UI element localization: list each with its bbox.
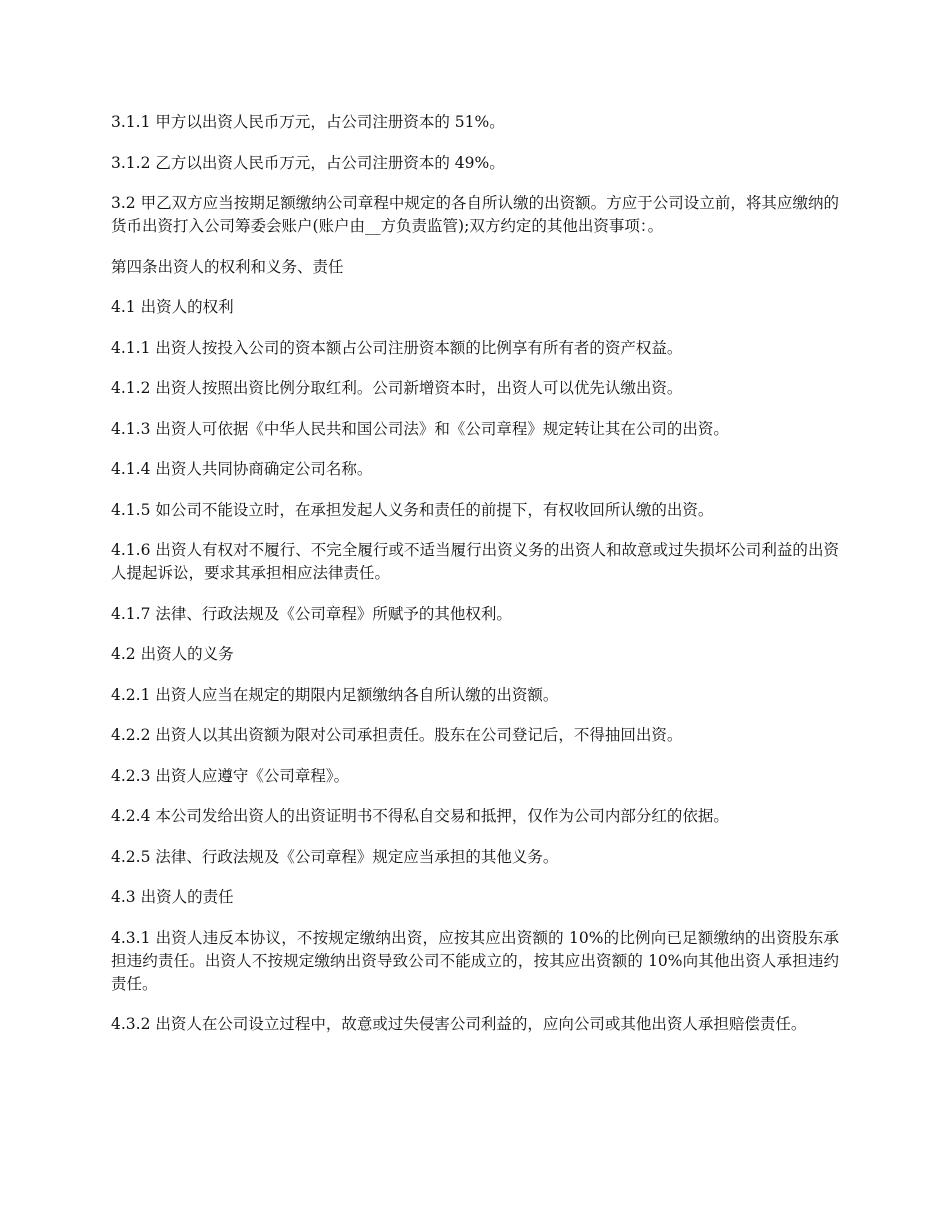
clause-3-1-2: 3.1.2 乙方以出资人民币万元，占公司注册资本的 49%。: [111, 153, 505, 172]
article-4-heading: 第四条出资人的权利和义务、责任: [111, 257, 344, 276]
clause-3-1-1: 3.1.1 甲方以出资人民币万元，占公司注册资本的 51%。: [111, 113, 505, 131]
clause-4-1-4: 4.1.4 出资人共同协商确定公司名称。: [111, 460, 373, 478]
document-body: [111, 111, 839, 1054]
clause-4-2-2: 4.2.2 出资人以其出资额为限对公司承担责任。股东在公司登记后，不得抽回出资。: [111, 726, 683, 744]
section-4-2-heading: 4.2 出资人的义务: [111, 645, 234, 663]
clause-4-1-6: 4.1.6 出资人有权对不履行、不完全履行或不适当履行出资义务的出资人和故意或过失损坏公司利益的出资人提起诉讼，要求其承担相应法律责任。: [111, 541, 839, 582]
clause-4-2-4: 4.2.4 本公司发给出资人的出资证明书不得私自交易和抵押，仅作为公司内部分红的依据。: [111, 807, 729, 825]
clause-4-3-2: 4.3.2 出资人在公司设立过程中，故意或过失侵害公司利益的，应向公司或其他出资人承担赔偿责任。: [111, 1015, 807, 1033]
clause-4-1-1: 4.1.1 出资人按投入公司的资本额占公司注册资本额的比例享有所有者的资产权益。: [111, 338, 683, 357]
clause-4-3-1: 4.3.1 出资人违反本协议，不按规定缴纳出资，应按其应出资额的 10%的比例向已足额缴纳的出资股东承担违约责任。出资人不按规定缴纳出资导致公司不能成立的，按其应出资额的 10%向其他出资人承担违约责任。: [111, 928, 839, 993]
clause-4-1-2: 4.1.2 出资人按照出资比例分取红利。公司新增资本时，出资人可以优先认缴出资。: [111, 379, 683, 397]
clause-4-1-3: 4.1.3 出资人可依据《中华人民共和国公司法》和《公司章程》规定转让其在公司的出资。: [111, 419, 729, 438]
clause-4-2-3: 4.2.3 出资人应遵守《公司章程》。: [111, 766, 350, 785]
clause-4-2-5: 4.2.5 法律、行政法规及《公司章程》规定应当承担的其他义务。: [111, 847, 559, 866]
clause-4-2-1: 4.2.1 出资人应当在规定的期限内足额缴纳各自所认缴的出资额。: [111, 685, 559, 704]
clause-4-1-5: 4.1.5 如公司不能设立时，在承担发起人义务和责任的前提下，有权收回所认缴的出资。: [111, 500, 714, 519]
section-4-1-heading: 4.1 出资人的权利: [111, 298, 234, 316]
clause-3-2: 3.2 甲乙双方应当按期足额缴纳公司章程中规定的各自所认缴的出资额。方应于公司设立前，将其应缴纳的货币出资打入公司筹委会账户(账户由__方负责监管);双方约定的其他出资事项：。: [111, 194, 839, 235]
clause-4-1-7: 4.1.7 法律、行政法规及《公司章程》所赋予的其他权利。: [111, 604, 512, 623]
section-4-3-heading: 4.3 出资人的责任: [111, 888, 234, 906]
